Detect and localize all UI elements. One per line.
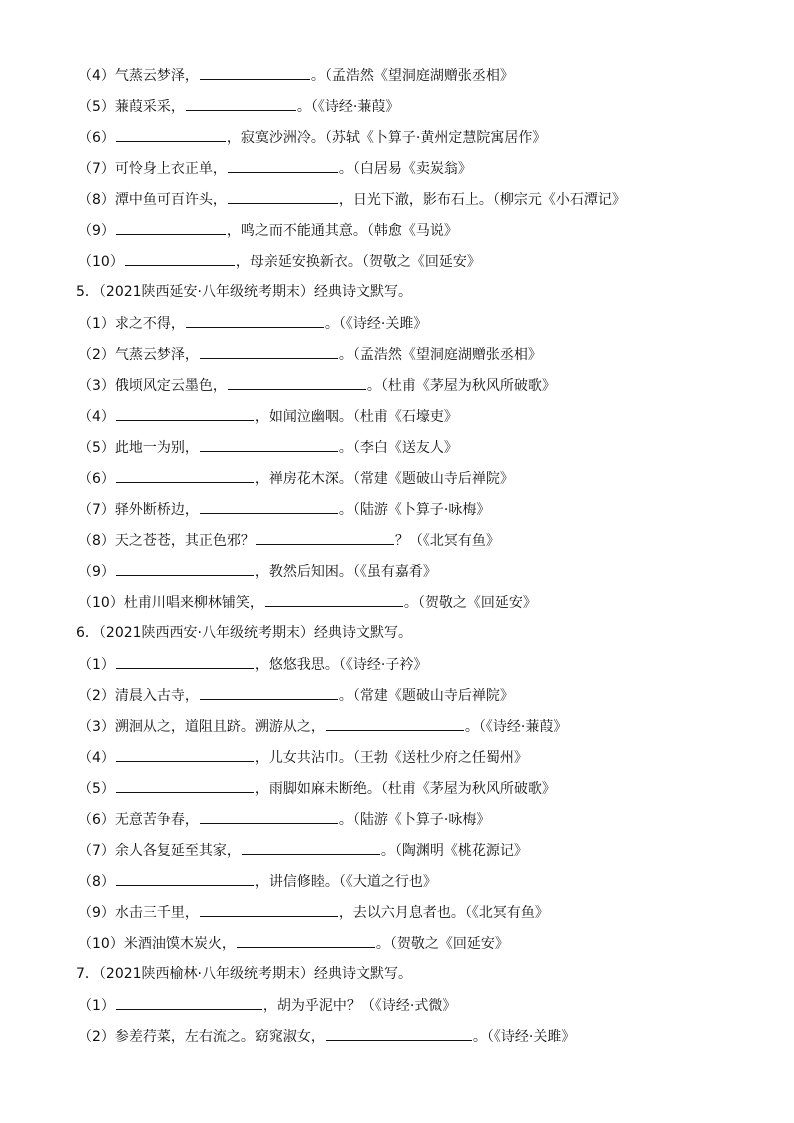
item-number: （4） — [78, 750, 115, 766]
item-text-after: ，胡为乎泥中？（《诗经·式微》 — [262, 998, 457, 1014]
item-number: （7） — [78, 161, 115, 177]
item-text-after: 。（白居易《卖炭翁》 — [338, 161, 472, 177]
dictation-item — [78, 808, 774, 830]
question-heading: 7．（2021陕西榆林·八年级统考期末）经典诗文默写。 — [76, 966, 412, 982]
item-number: （7） — [78, 843, 115, 859]
item-text-before: 求之不得， — [114, 316, 185, 332]
item-number: （6） — [78, 130, 115, 146]
answer-blank[interactable] — [200, 498, 338, 514]
answer-blank[interactable] — [116, 467, 254, 483]
item-text-after: ，悠悠我思。（《诗经·子衿》 — [254, 657, 428, 673]
item-number: （10） — [78, 595, 124, 611]
item-number: （9） — [78, 223, 115, 239]
answer-blank[interactable] — [200, 684, 338, 700]
item-text-before: 潭中鱼可百许头， — [114, 192, 227, 208]
dictation-item — [78, 498, 774, 520]
item-number: （1） — [78, 998, 115, 1014]
dictation-item — [78, 777, 774, 799]
item-text-before: 此地一为别， — [114, 440, 199, 456]
item-text-before: 气蒸云梦泽， — [114, 347, 199, 363]
dictation-item — [78, 374, 774, 396]
item-text-before: 天之苍苍，其正色邪？ — [114, 533, 255, 549]
answer-blank[interactable] — [326, 715, 464, 731]
dictation-item — [78, 64, 774, 86]
item-text-after: 。（李白《送友人》 — [338, 440, 458, 456]
answer-blank[interactable] — [228, 157, 338, 173]
answer-blank[interactable] — [116, 126, 226, 142]
item-text-after: 。（《诗经·蒹葭》 — [464, 719, 568, 735]
item-number: （2） — [78, 347, 115, 363]
answer-blank[interactable] — [116, 746, 254, 762]
item-text-after: ，日光下澈，影布石上。（柳宗元《小石潭记》 — [338, 192, 626, 208]
item-text-before: 清晨入古寺， — [114, 688, 199, 704]
item-text-after: ，雨脚如麻未断绝。（杜甫《茅屋为秋风所破歌》 — [254, 781, 556, 797]
dictation-item — [78, 839, 774, 861]
question-heading: 5．（2021陕西延安·八年级统考期末）经典诗文默写。 — [76, 284, 412, 300]
item-text-after: 。（杜甫《茅屋为秋风所破歌》 — [366, 378, 556, 394]
item-text-after: 。（孟浩然《望洞庭湖赠张丞相》 — [310, 68, 514, 84]
item-number: （1） — [78, 657, 115, 673]
dictation-item — [78, 250, 774, 272]
answer-blank[interactable] — [265, 591, 403, 607]
dictation-item — [78, 312, 774, 334]
item-number: （8） — [78, 533, 115, 549]
item-text-after: ，讲信修睦。（《大道之行也》 — [254, 874, 437, 890]
answer-blank[interactable] — [116, 219, 226, 235]
item-text-after: 。（贺敬之《回延安》 — [375, 936, 509, 952]
item-number: （3） — [78, 378, 115, 394]
item-text-after: 。（贺敬之《回延安》 — [403, 595, 537, 611]
item-number: （7） — [78, 502, 115, 518]
item-number: （4） — [78, 68, 115, 84]
answer-blank[interactable] — [186, 312, 324, 328]
answer-blank[interactable] — [200, 436, 338, 452]
answer-blank[interactable] — [116, 405, 254, 421]
dictation-item — [78, 343, 774, 365]
dictation-item — [78, 219, 774, 241]
answer-blank[interactable] — [125, 250, 235, 266]
answer-blank[interactable] — [237, 932, 375, 948]
item-text-before: 杜甫川唱来柳林铺笑， — [123, 595, 264, 611]
dictation-item — [78, 467, 774, 489]
item-number: （5） — [78, 781, 115, 797]
item-text-before: 驿外断桥边， — [114, 502, 199, 518]
item-number: （9） — [78, 905, 115, 921]
item-number: （3） — [78, 719, 115, 735]
answer-blank[interactable] — [228, 188, 338, 204]
item-text-before: 可怜身上衣正单， — [114, 161, 227, 177]
item-number: （2） — [78, 1029, 115, 1045]
item-text-before: 米酒油馍木炭火， — [123, 936, 236, 952]
item-text-after: ，母亲延安换新衣。（贺敬之《回延安》 — [235, 254, 481, 270]
answer-blank[interactable] — [116, 870, 254, 886]
item-text-after: 。（《诗经·蒹葭》 — [296, 99, 400, 115]
answer-blank[interactable] — [116, 653, 254, 669]
dictation-item — [78, 746, 774, 768]
item-text-after: 。（陶渊明《桃花源记》 — [380, 843, 528, 859]
item-number: （1） — [78, 316, 115, 332]
item-number: （6） — [78, 471, 115, 487]
dictation-item — [78, 901, 774, 923]
item-text-after: ，如闻泣幽咽。（杜甫《石壕吏》 — [254, 409, 458, 425]
dictation-item — [78, 870, 774, 892]
item-text-before: 蒹葭采采， — [114, 99, 185, 115]
item-text-before: 气蒸云梦泽， — [114, 68, 199, 84]
item-text-after: ？（《北冥有鱼》 — [394, 533, 500, 549]
answer-blank[interactable] — [116, 560, 254, 576]
item-text-after: 。（常建《题破山寺后禅院》 — [338, 688, 514, 704]
dictation-item — [78, 157, 774, 179]
item-text-after: ，去以六月息者也。（《北冥有鱼》 — [338, 905, 549, 921]
item-text-after: 。（《诗经·关雎》 — [324, 316, 428, 332]
answer-blank[interactable] — [326, 1025, 472, 1041]
answer-blank[interactable] — [200, 343, 338, 359]
item-number: （8） — [78, 192, 115, 208]
item-text-before: 无意苦争春， — [114, 812, 199, 828]
dictation-item — [78, 529, 774, 551]
item-number: （5） — [78, 440, 115, 456]
item-text-after: 。（陆游《卜算子·咏梅》 — [338, 502, 491, 518]
item-number: （8） — [78, 874, 115, 890]
item-number: （5） — [78, 99, 115, 115]
dictation-item — [78, 1025, 774, 1047]
item-text-before: 溯洄从之，道阻且跻。溯游从之， — [114, 719, 325, 735]
item-number: （10） — [78, 254, 124, 270]
answer-blank[interactable] — [186, 95, 296, 111]
item-number: （9） — [78, 564, 115, 580]
answer-blank[interactable] — [256, 529, 394, 545]
dictation-item — [78, 560, 774, 582]
dictation-item — [78, 591, 774, 613]
answer-blank[interactable] — [228, 374, 366, 390]
question-heading: 6．（2021陕西西安·八年级统考期末）经典诗文默写。 — [76, 625, 412, 641]
item-text-before: 水击三千里， — [114, 905, 199, 921]
answer-blank[interactable] — [116, 777, 254, 793]
item-text-before: 俄顷风定云墨色， — [114, 378, 227, 394]
item-number: （10） — [78, 936, 124, 952]
item-number: （4） — [78, 409, 115, 425]
item-text-before: 参差荇菜，左右流之。窈窕淑女， — [114, 1029, 325, 1045]
dictation-item — [78, 684, 774, 706]
answer-blank[interactable] — [200, 64, 310, 80]
dictation-item — [78, 436, 774, 458]
answer-blank[interactable] — [200, 808, 338, 824]
dictation-item — [78, 653, 774, 675]
dictation-item — [78, 126, 774, 148]
item-text-after: ，寂寞沙洲冷。（苏轼《卜算子·黄州定慧院寓居作》 — [226, 130, 547, 146]
item-number: （2） — [78, 688, 115, 704]
dictation-item — [78, 188, 774, 210]
dictation-item — [78, 932, 774, 954]
item-text-after: 。（陆游《卜算子·咏梅》 — [338, 812, 491, 828]
answer-blank[interactable] — [116, 994, 262, 1010]
item-text-after: ，鸣之而不能通其意。（韩愈《马说》 — [226, 223, 458, 239]
item-text-after: 。（《诗经·关雎》 — [472, 1029, 576, 1045]
item-text-after: ，教然后知困。（《虽有嘉肴》 — [254, 564, 437, 580]
dictation-item — [78, 715, 774, 737]
answer-blank[interactable] — [200, 901, 338, 917]
dictation-item — [78, 95, 774, 117]
answer-blank[interactable] — [242, 839, 380, 855]
item-text-after: ，儿女共沾巾。（王勃《送杜少府之任蜀州》 — [254, 750, 528, 766]
dictation-item — [78, 405, 774, 427]
item-number: （6） — [78, 812, 115, 828]
dictation-item — [78, 994, 774, 1016]
item-text-before: 余人各复延至其家， — [114, 843, 241, 859]
item-text-after: ，禅房花木深。（常建《题破山寺后禅院》 — [254, 471, 514, 487]
item-text-after: 。（孟浩然《望洞庭湖赠张丞相》 — [338, 347, 542, 363]
